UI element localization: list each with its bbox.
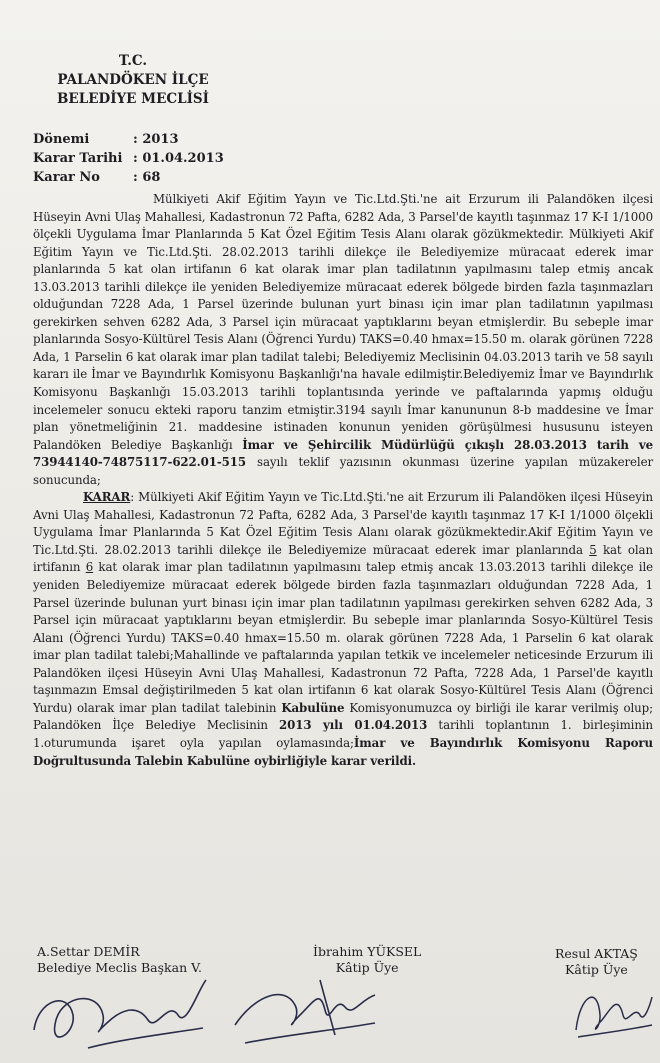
decision-body: [33, 191, 653, 770]
karar-text-a: : Mülkiyeti Akif Eğitim Yayın ve Tic.Ltd.Şti.'ne ait Erzurum ili Palandöken ilçesi Hüseyin Avni Ulaş Mahallesi, Kadastronun 72 Pafta, 6282 Ada, 3 Parsel'de kayıtlı taşınmaz 17 K-I 1/1000 ölçekli Uygulama İmar Planlarında 5 Kat Özel Eğitim Tesis Alanı olarak gözükmektedir.Akif Eğitim Yayın ve Tic.Ltd.Şti. 28.02.2013 tarihli dilekçe ile Belediyemize müracaat ederek imar planlarında: [33, 490, 653, 557]
header-ilce: PALANDÖKEN İLÇE: [57, 72, 209, 88]
karar-text-c: kat olarak imar plan tadilatının yapılmasını talep etmiş ancak 13.03.2013 tarihli dilekçe ile yeniden Belediyemize müracaat ederek bölgede birden fazla taşınmazları olduğundan 7228 Ada, 1 Parsel üzerinde bulunan yurt binası için imar plan tadilatının yapılması gerekirken sehven 6282 Ada, 3 Parsel için müracaat yaptıklarını beyan etmişlerdir. Bu sebeple imar planlarında Sosyo-Kültürel Tesis Alanı (Öğrenci Yurdu) TAKS=0.40 hmax=15.50 m. olarak görünen 7228 Ada, 1 Parselin 6 kat olarak imar plan tadilat talebi;Mahallinde ve paftalarında yapılan tetkik ve incelemeler neticesinde Erzurum ili Palandöken ilçesi Hüseyin Avni Ulaş Mahallesi, Kadastronun 72 Pafta, 7228 Ada, 1 Parsel'de kayıtlı taşınmazın Emsal değiştirilmeden 5 kat olan irtifanın 6 kat olarak Sosyo-Kültürel Tesis Alanı (Öğrenci Yurdu) olarak imar plan tadilat talebinin: [33, 560, 654, 715]
paragraph-karar: [33, 489, 653, 770]
meta-row-no: [33, 168, 224, 187]
karar-session-date: 2013 yılı 01.04.2013: [279, 718, 428, 733]
document-header: [33, 52, 233, 109]
karar-text-e: tarihli toplantının 1. birleşiminin 1.oturumunda işaret oyla yapılan oylamasında;: [33, 718, 654, 750]
preamble-bold-ref: İmar ve Şehircilik Müdürlüğü çıkışlı 28.03.2013 tarih ve 73944140-74875117-622.01-515: [33, 437, 653, 470]
no-label: Karar No: [33, 170, 100, 185]
clerk1-name: İbrahim YÜKSEL: [313, 944, 422, 959]
paragraph-preamble: [33, 191, 653, 489]
tarih-label: Karar Tarihi: [33, 151, 123, 166]
clerk1-title: Kâtip Üye: [335, 960, 399, 975]
karar-heading: KARAR: [83, 490, 131, 505]
chair-title: Belediye Meclis Başkan V.: [37, 960, 202, 975]
signature-block-clerk-2: [555, 946, 638, 978]
no-value: : 68: [133, 170, 161, 185]
preamble-end: sayılı teklif yazısının okunması üzerine yapılan müzakereler sonucunda;: [33, 455, 653, 487]
karar-text-d: Komisyonumuzca oy birliği ile karar verilmiş olup; Palandöken İlçe Belediye Meclisinin: [33, 700, 653, 733]
preamble-text: Mülkiyeti Akif Eğitim Yayın ve Tic.Ltd.Şti.'ne ait Erzurum ili Palandöken ilçesi Hüseyin Avni Ulaş Mahallesi, Kadastronun 72 Pafta, 6282 Ada, 3 Parsel'de kayıtlı taşınmaz 17 K-I 1/1000 ölçekli Uygulama İmar Planlarında 5 Kat Özel Eğitim Tesis Alanı olarak gözükmektedir. Mülkiyeti Akif Eğitim Yayın ve Tic.Ltd.Şti. 28.02.2013 tarihli dilekçe ile Belediyemize müracaat ederek imar planlarında 5 kat olan irtifanın 6 kat olarak imar plan tadilatının yapılmasını talep etmiş ancak 13.03.2013 tarihli dilekçe ile yeniden Belediyemize müracaat ederek bölgede birden fazla taşınmazları olduğundan 7228 Ada, 1 Parsel üzerinde bulunan yurt binası için imar plan tadilatının yapılması gerekirken sehven 6282 Ada, 3 Parsel için müracaat yaptıklarını beyan etmişlerdir. Bu sebeple imar planlarında Sosyo-Kültürel Tesis Alanı (Öğrenci Yurdu) TAKS=0.40 hmax=15.50 m. olarak görünen 7228 Ada, 1 Parselin 6 kat olarak imar plan tadilat talebi; Belediyemiz Meclisinin 04.03.2013 tarih ve 58 sayılı kararı ile İmar ve Bayındırlık Komisyonu Başkanlığı'na havale edilmiştir.Belediyemiz İmar ve Bayındırlık Komisyonu Başkanlığı 15.03.2013 tarihli toplantısında yerinde ve paftalarında yapmış olduğu incelemeler sonucu ekteki raporu tanzim etmiştir.3194 sayılı İmar kanununun 8-b maddesine ve İmar plan yönetmeliğinin 21. maddesine istinaden konunun yeniden görüşülmesi hususunu isteyen Palandöken Belediye Başkanlığı: [33, 192, 653, 452]
karar-text-b: kat olan irtifanın: [33, 542, 653, 575]
karar-underlined-5: 5: [589, 542, 597, 557]
tarih-value: : 01.04.2013: [133, 151, 224, 166]
clerk2-title: Kâtip Üye: [565, 962, 628, 977]
header-tc: T.C.: [118, 53, 148, 69]
karar-kabul: Kabulüne: [281, 700, 345, 715]
karar-underlined-6: 6: [85, 560, 94, 575]
decision-meta: [33, 130, 224, 187]
meta-row-donem: [33, 130, 224, 149]
donem-label: Dönemi: [33, 132, 90, 147]
signature-block-chair: [37, 944, 202, 976]
clerk2-name: Resul AKTAŞ: [555, 946, 638, 961]
signature-scribble-clerk-1: [225, 965, 385, 1055]
karar-final: İmar ve Bayındırlık Komisyonu Raporu Doğrultusunda Talebin Kabulüne oybirliğiyle karar verildi.: [33, 735, 653, 768]
chair-name: A.Settar DEMİR: [37, 944, 140, 959]
signature-scribble-clerk-2: [568, 975, 656, 1045]
header-meclis: BELEDİYE MECLİSİ: [57, 91, 209, 107]
meta-row-tarih: [33, 149, 224, 168]
signature-block-clerk-1: [313, 944, 421, 976]
donem-value: : 2013: [133, 132, 179, 147]
